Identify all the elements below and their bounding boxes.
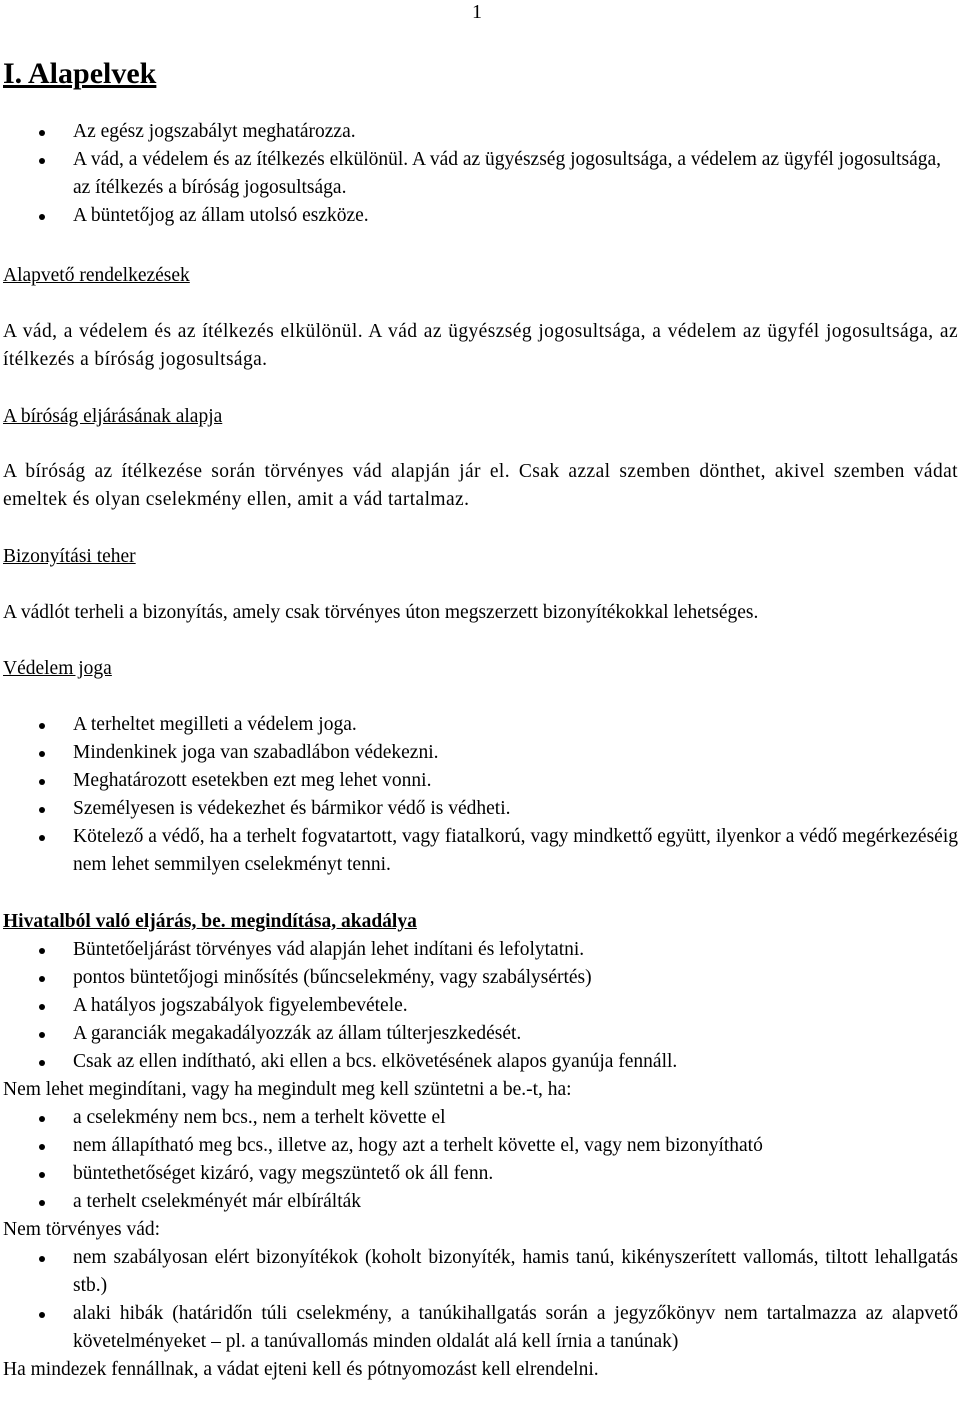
list-item: a terhelt cselekményét már elbírálták: [3, 1188, 958, 1216]
page-title: I. Alapelvek: [3, 57, 157, 90]
list-item: A garanciák megakadályozzák az állam túlterjeszkedését.: [3, 1020, 958, 1048]
section-heading: Bizonyítási teher: [3, 546, 136, 567]
list-item: pontos büntetőjogi minősítés (bűncselekmény, vagy szabálysértés): [3, 964, 958, 992]
list-item: Mindenkinek joga van szabadlábon védekezni.: [3, 739, 958, 767]
paragraph-nem-torvenyes: Nem törvényes vád:: [3, 1219, 161, 1240]
list-item: A büntetőjog az állam utolsó eszköze.: [3, 202, 958, 230]
intro-list: [3, 118, 958, 230]
paragraph-conclusion: Ha mindezek fennállnak, a vádat ejteni kell és pótnyomozást kell elrendelni.: [3, 1359, 599, 1380]
section-bizonyitasi: [3, 543, 958, 571]
list-item: nem szabályosan elért bizonyítékok (koholt bizonyíték, hamis tanú, kikényszerített vallomás, tiltott lehallgatás stb.): [3, 1244, 958, 1300]
section-birosag: [3, 403, 958, 431]
section-vedelem: [3, 655, 958, 683]
list-item: Meghatározott esetekben ezt meg lehet vonni.: [3, 767, 958, 795]
section-heading: A bíróság eljárásának alapja: [3, 406, 223, 427]
section-alapveto: [3, 262, 958, 290]
nem-lehet-list: [3, 1104, 958, 1216]
list-item: nem állapítható meg bcs., illetve az, hogy azt a terhelt követte el, vagy nem bizonyítható: [3, 1132, 958, 1160]
page-number: 1: [472, 1, 482, 23]
list-item: alaki hibák (határidőn túli cselekmény, a tanúkihallgatás során a jegyzőkönyv nem tartalmazza az alapvető követelményeket – pl. a tanúvallomás minden oldalát alá kell írnia a tanúnak): [3, 1300, 958, 1356]
list-item: Az egész jogszabályt meghatározza.: [3, 118, 958, 146]
section-hivatalbol: [3, 908, 958, 1384]
section-birosag-body: [3, 458, 958, 514]
section-heading: Hivatalból való eljárás, be. megindítása, akadálya: [3, 911, 417, 932]
vedelem-list: [3, 711, 958, 879]
section-bizonyitasi-body: [3, 599, 958, 627]
paragraph: A vádlót terheli a bizonyítás, amely csak törvényes úton megszerzett bizonyítékokkal lehetséges.: [3, 602, 759, 623]
paragraph: A bíróság az ítélkezése során törvényes vád alapján jár el. Csak azzal szemben dönthet, akivel szemben vádat emeltek és olyan cselekmény ellen, amit a vád tartalmaz.: [3, 461, 958, 510]
section-heading: Védelem joga: [3, 658, 112, 679]
list-item: A vád, a védelem és az ítélkezés elkülönül. A vád az ügyészség jogosultsága, a védelem az ügyfél jogosultsága, az ítélkezés a bíróság jogosultsága.: [3, 146, 958, 202]
section-vedelem-list: [3, 711, 958, 879]
list-item: a cselekmény nem bcs., nem a terhelt követte el: [3, 1104, 958, 1132]
intro-list-block: [3, 118, 958, 230]
list-item: Személyesen is védekezhet és bármikor védő is védheti.: [3, 795, 958, 823]
list-item: A hatályos jogszabályok figyelembevétele.: [3, 992, 958, 1020]
section-heading: Alapvető rendelkezések: [3, 265, 190, 286]
list-item: Büntetőeljárást törvényes vád alapján lehet indítani és lefolytatni.: [3, 936, 958, 964]
paragraph: A vád, a védelem és az ítélkezés elkülönül. A vád az ügyészség jogosultsága, a védelem az ügyfél jogosultsága, az ítélkezés a bíróság jogosultsága.: [3, 321, 958, 370]
paragraph-nem-lehet: Nem lehet megindítani, vagy ha megindult meg kell szüntetni a be.-t, ha:: [3, 1079, 572, 1100]
list-item: büntethetőséget kizáró, vagy megszüntető ok áll fenn.: [3, 1160, 958, 1188]
nem-torvenyes-list: [3, 1244, 958, 1356]
section-alapveto-body: [3, 318, 958, 374]
list-item: Kötelező a védő, ha a terhelt fogvatartott, vagy fiatalkorú, vagy mindkettő együtt, ilyenkor a védő megérkezéséig nem lehet semmilyen cselekményt tenni.: [3, 823, 958, 879]
list-item: A terheltet megilleti a védelem joga.: [3, 711, 958, 739]
hivatalbol-list: [3, 936, 958, 1076]
list-item: Csak az ellen indítható, aki ellen a bcs. elkövetésének alapos gyanúja fennáll.: [3, 1048, 958, 1076]
